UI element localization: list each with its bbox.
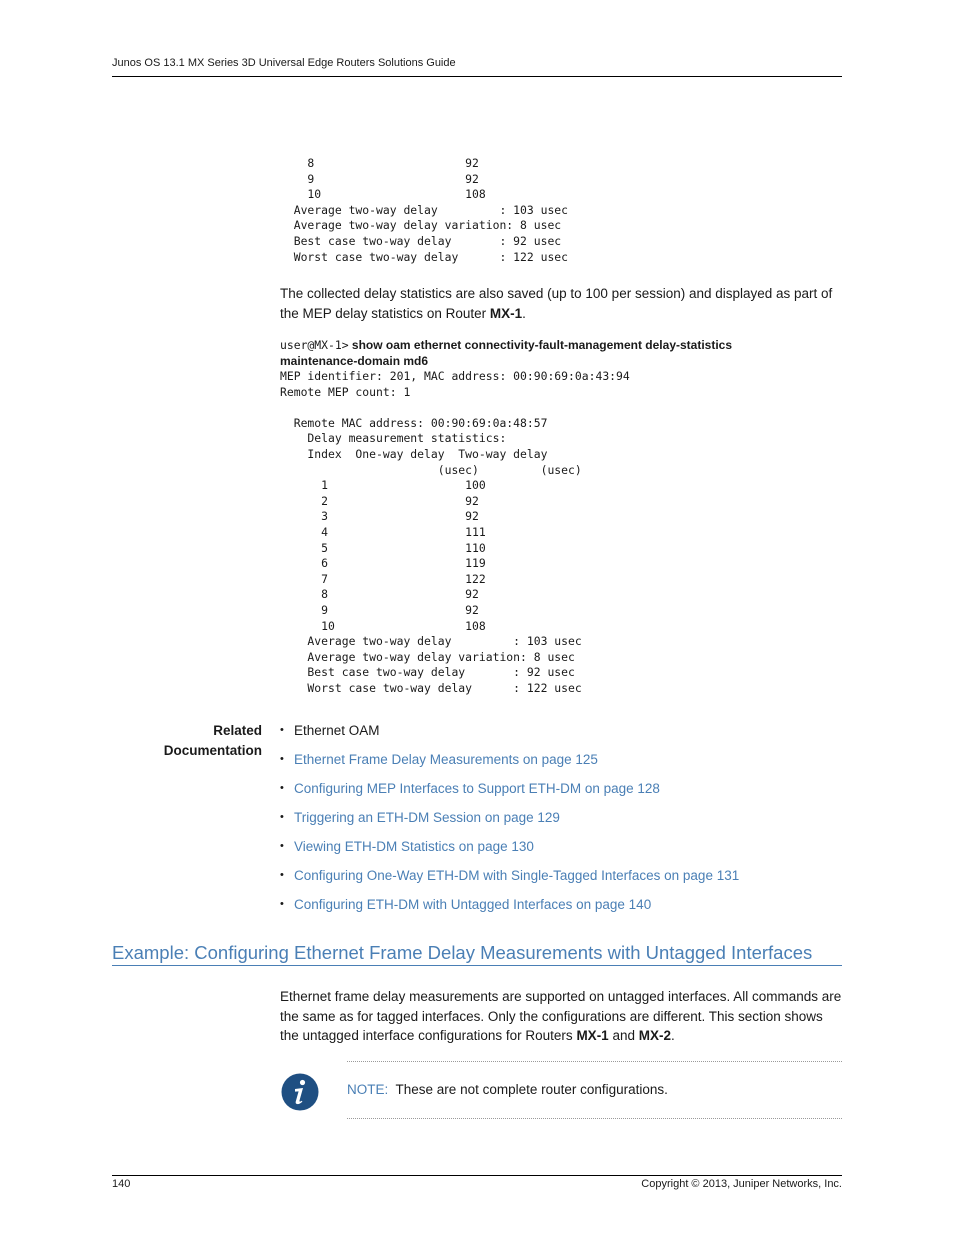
paragraph-text: Ethernet frame delay measurements are supported on untagged interfaces. All commands are the same as for tagged interfaces. Only the configurations are different. This section shows the untagged interface configurations for Routers xyxy=(280,989,842,1044)
header-rule xyxy=(112,76,842,77)
page-number: 140 xyxy=(112,1178,131,1190)
note-divider-top xyxy=(347,1061,842,1062)
untagged-paragraph xyxy=(280,987,842,1046)
related-item[interactable] xyxy=(280,750,739,779)
related-documentation-label xyxy=(112,721,262,760)
related-item[interactable] xyxy=(280,866,739,895)
related-item[interactable] xyxy=(280,808,739,837)
note-box xyxy=(347,1080,668,1099)
related-link[interactable]: Configuring One-Way ETH-DM with Single-Tagged Interfaces on page 131 xyxy=(294,868,740,883)
related-label-line1: Related xyxy=(213,723,262,738)
cli-prompt: user@MX-1> xyxy=(280,338,349,352)
cli-command xyxy=(280,337,800,369)
running-header: Junos OS 13.1 MX Series 3D Universal Edge Routers Solutions Guide xyxy=(112,57,456,69)
paragraph-end: . xyxy=(671,1028,675,1044)
router-name: MX-2 xyxy=(638,1028,671,1044)
related-link[interactable]: Ethernet Frame Delay Measurements on page 125 xyxy=(294,752,598,767)
note-text: These are not complete router configurations. xyxy=(395,1082,668,1097)
related-item[interactable] xyxy=(280,895,739,924)
router-name: MX-1 xyxy=(576,1028,609,1044)
note-divider-bottom xyxy=(347,1118,842,1119)
copyright: Copyright © 2013, Juniper Networks, Inc. xyxy=(641,1178,842,1190)
related-label-line2: Documentation xyxy=(163,742,262,758)
note-label: NOTE: xyxy=(347,1082,389,1097)
cli-command-text: show oam ethernet connectivity-fault-management delay-statistics maintenance-domain md6 xyxy=(280,338,733,368)
related-item[interactable] xyxy=(280,837,739,866)
related-link[interactable]: Viewing ETH-DM Statistics on page 130 xyxy=(294,839,534,854)
section-heading: Example: Configuring Ethernet Frame Delay Measurements with Untagged Interfaces xyxy=(112,942,842,966)
related-item[interactable] xyxy=(280,779,739,808)
related-item-text: Ethernet OAM xyxy=(294,723,380,738)
router-name: MX-1 xyxy=(489,305,523,321)
related-link[interactable]: Configuring MEP Interfaces to Support ETH-DM on page 128 xyxy=(294,781,660,796)
related-item xyxy=(280,721,739,750)
collected-stats-paragraph xyxy=(280,284,842,323)
related-documentation-list xyxy=(280,721,739,924)
paragraph-end: . xyxy=(522,305,526,321)
info-icon xyxy=(281,1073,319,1111)
related-link[interactable]: Configuring ETH-DM with Untagged Interfaces on page 140 xyxy=(294,897,652,912)
paragraph-text: The collected delay statistics are also saved (up to 100 per session) and displayed as part of the MEP delay statistics on Router xyxy=(280,286,833,321)
delay-stats-code-top: 8 92 9 92 10 108 Average two-way delay : 103 usec Average two-way delay variation: 8 usec Best case two-way delay : 92 usec Worst case two-way delay : 122 usec xyxy=(293,156,569,264)
delay-stats-output: MEP identifier: 201, MAC address: 00:90:69:0a:43:94 Remote MEP count: 1 Remote MAC address: 00:90:69:0a:48:57 Delay measurement statistics: Index One-way delay Two-way delay (usec) (usec) 1 100 2 92 3 92 4 111 5 110 6 119 7 122 8 92 9 92 10 108 Average two-way delay : 103 usec Average two-way delay variation: 8 usec Best case two-way delay : 92 usec Worst case two-way delay : 122 usec xyxy=(280,369,630,695)
related-link[interactable]: Triggering an ETH-DM Session on page 129 xyxy=(294,810,560,825)
paragraph-connector: and xyxy=(608,1028,639,1044)
footer-rule xyxy=(112,1175,842,1176)
